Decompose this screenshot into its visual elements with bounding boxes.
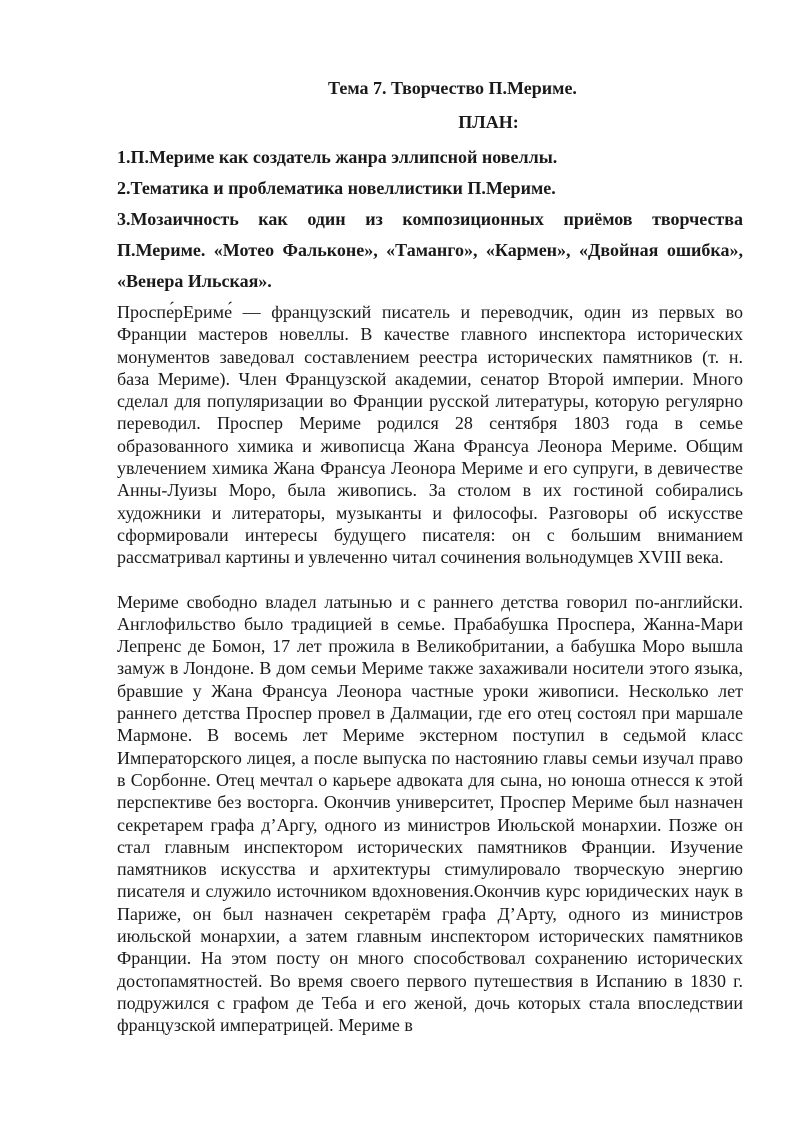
body-paragraph: Проспе́рЕриме́ — французский писатель и переводчик, один из первых во Франции мастеров новеллы. В качестве главного инспектора исторических монументов заведовал составлением реестра исторических памятников (т. н. база Мериме). Член Французской академии, сенатор Второй империи. Много сделал для популяризации во Франции русской литературы, которую регулярно переводил. Проспер Мериме родился 28 сентября 1803 года в семье образованного химика и живописца Жана Франсуа Леонора Мериме. Общим увлечением химика Жана Франсуа Леонора Мериме и его супруги, в девичестве Анны-Луизы Моро, была живопись. За столом в их гостиной собирались художники и литераторы, музыканты и философы. Разговоры об искусстве сформировали интересы будущего писателя: он с большим вниманием рассматривал картины и увлеченно читал сочинения вольнодумцев XVIII века. bbox=[117, 302, 743, 568]
plan-item-3: 3.Мозаичность как один из композиционных приёмов творчества П.Мериме. «Мотео Фальконе», «Таманго», «Кармен», «Двойная ошибка», «Венера Ильская». bbox=[117, 209, 743, 291]
document-title: Тема 7. Творчество П.Мериме. bbox=[328, 78, 577, 98]
plan-item-2: 2.Тематика и проблематика новеллистики П.Мериме. bbox=[117, 178, 556, 198]
body-paragraph: Мериме свободно владел латынью и с раннего детства говорил по-английски. Англофильство было традицией в семье. Прабабушка Проспера, Жанна-Мари Лепренс де Бомон, 17 лет прожила в Великобритании, а бабушка Моро вышла замуж в Лондоне. В дом семьи Мериме также захаживали носители этого языка, бравшие у Жана Франсуа Леонора частные уроки живописи. Несколько лет раннего детства Проспер провел в Далмации, где его отец состоял при маршале Мармоне. В восемь лет Мериме экстерном поступил в седьмой класс Императорского лицея, а после выпуска по настоянию главы семьи изучал право в Сорбонне. Отец мечтал о карьере адвоката для сына, но юноша отнесся к этой перспективе без восторга. Окончив университет, Проспер Мериме был назначен секретарем графа д’Аргу, одного из министров Июльской монархии. Позже он стал главным инспектором исторических памятников Франции. Изучение памятников искусства и архитектуры стимулировало творческую энергию писателя и служило источником вдохновения.Окончив курс юридических наук в Париже, он был назначен секретарём графа Д’Арту, одного из министров июльской монархии, а затем главным инспектором исторических памятников Франции. На этом посту он много способствовал сохранению исторических достопамятностей. Во время своего первого путешествия в Испанию в 1830 г. подружился с графом де Теба и его женой, дочь которых стала впоследствии французской императрицей. Мериме в bbox=[117, 591, 743, 1036]
document-page bbox=[117, 76, 743, 1037]
plan-item-1: 1.П.Мериме как создатель жанра эллипсной новеллы. bbox=[117, 147, 558, 167]
plan-heading: ПЛАН: bbox=[458, 112, 519, 132]
